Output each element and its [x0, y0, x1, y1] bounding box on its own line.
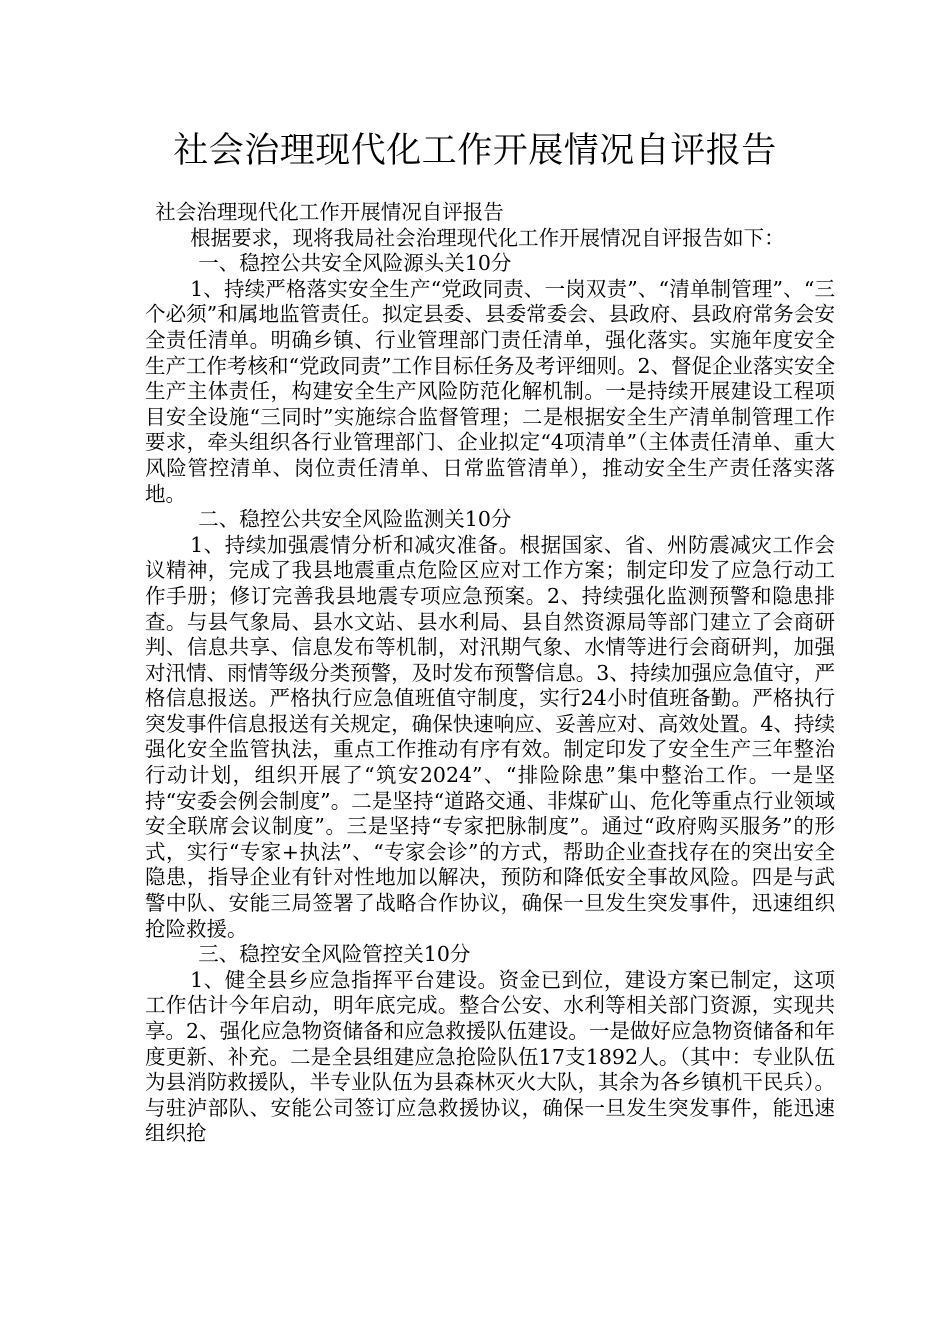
subtitle-paragraph: 社会治理现代化工作开展情况自评报告 [155, 200, 504, 224]
intro-paragraph: 根据要求，现将我局社会治理现代化工作开展情况自评报告如下： [190, 225, 785, 250]
section-1-body: 1、持续严格落实安全生产“党政同责、一岗双责”、“清单制管理”、“三个必须”和属地监管责任。拟定县委、县委常委会、县政府、县政府常务会安全责任清单。明确乡镇、行业管理部门责任清单，强化落实。实施年度安全生产工作考核和“党政同责”工作目标任务及考评细则。2、督促企业落实安全生产主体责任，构建安全生产风险防范化解机制。一是持续开展建设工程项目安全设施“三同时”实施综合监督管理；二是根据安全生产清单制管理工作要求，牵头组织各行业管理部门、企业拟定“4项清单”（主体责任清单、重大风险管控清单、岗位责任清单、日常监管清单），推动安全生产责任落实落地。 [145, 276, 836, 506]
section-heading-3: 三、稳控安全风险管控关10分 [198, 942, 471, 967]
section-3-body: 1、健全县乡应急指挥平台建设。资金已到位，建设方案已制定，这项工作估计今年启动，明年底完成。整合公安、水利等相关部门资源，实现共享。2、强化应急物资储备和应急救援队伍建设。一是做好应急物资储备和年度更新、补充。二是全县组建应急抢险队伍17支1892人。（其中：专业队伍为县消防救援队，半专业队伍为县森林灭火大队，其余为各乡镇机干民兵）。与驻泸部队、安能公司签订应急救援协议，确保一旦发生突发事件，能迅速组织抢 [145, 967, 835, 1146]
document-body [145, 200, 835, 1147]
section-heading-1: 一、稳控公共安全风险源头关10分 [198, 251, 512, 276]
section-2-body: 1、持续加强震情分析和减灾准备。根据国家、省、州防震减灾工作会议精神，完成了我县地震重点危险区应对工作方案；制定印发了应急行动工作手册；修订完善我县地震专项应急预案。2、持续强化监测预警和隐患排查。与县气象局、县水文站、县水利局、县自然资源局等部门建立了会商研判、信息共享、信息发布等机制，对汛期气象、水情等进行会商研判，加强对汛情、雨情等级分类预警，及时发布预警信息。3、持续加强应急值守，严格信息报送。严格执行应急值班值守制度，实行24小时值班备勤。严格执行突发事件信息报送有关规定，确保快速响应、妥善应对、高效处置。4、持续强化安全监管执法，重点工作推动有序有效。制定印发了安全生产三年整治行动计划，组织开展了“筑安2024”、“排险除患”集中整治工作。一是坚持“安委会例会制度”。二是坚持“道路交通、非煤矿山、危化等重点行业领域安全联席会议制度”。三是坚持“专家把脉制度”。通过“政府购买服务”的形式，实行“专家+执法”、“专家会诊”的方式，帮助企业查找存在的突出安全隐患，指导企业有针对性地加以解决，预防和降低安全事故风险。四是与武警中队、安能三局签署了战略合作协议，确保一旦发生突发事件，迅速组织抢险救援。 [145, 532, 835, 941]
section-heading-2: 二、稳控公共安全风险监测关10分 [198, 507, 512, 532]
document-title: 社会治理现代化工作开展情况自评报告 [173, 131, 777, 171]
